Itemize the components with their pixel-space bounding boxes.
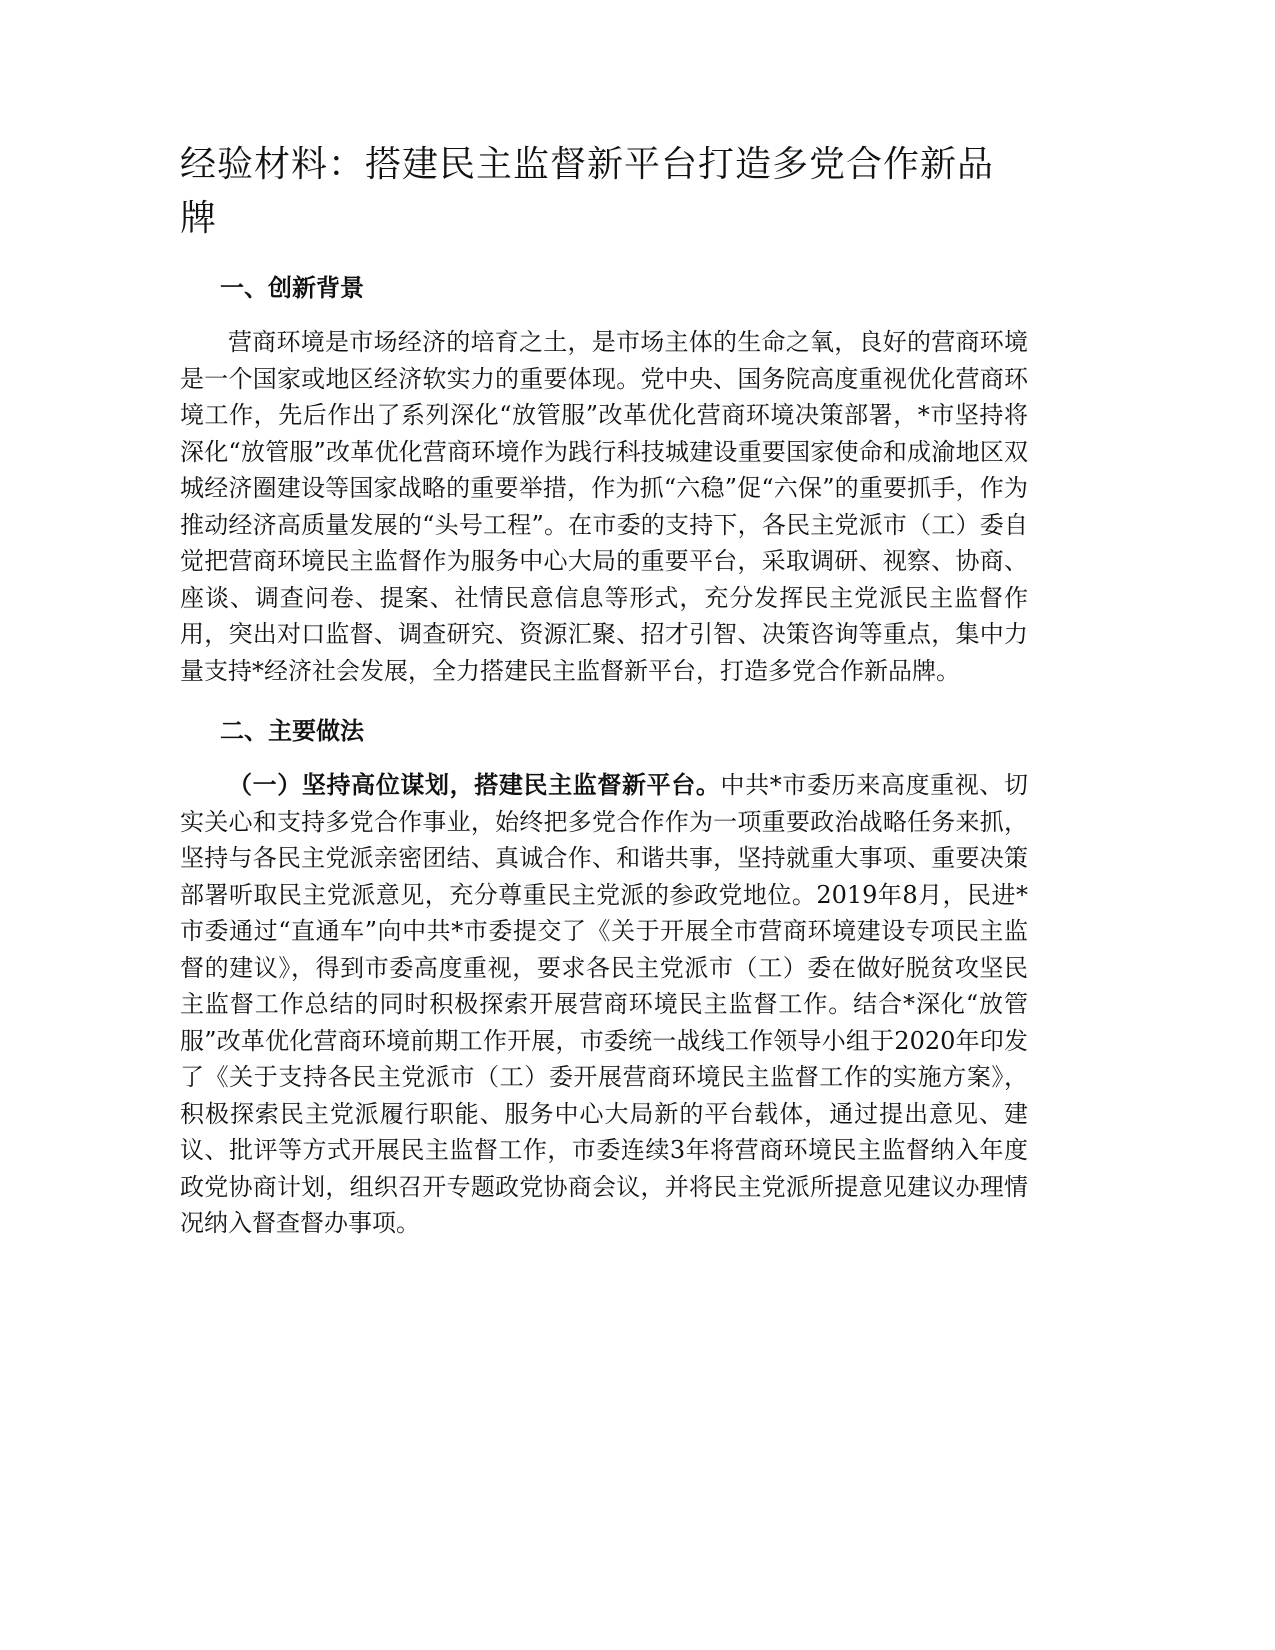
- body-paragraph: [180, 767, 1028, 1242]
- section-innovation-background: [180, 270, 1028, 689]
- section-main-practices: [180, 713, 1028, 1242]
- section-heading: 一、创新背景: [220, 274, 364, 302]
- section-heading: 二、主要做法: [220, 717, 364, 745]
- paragraph-lead: （一）坚持高位谋划，搭建民主监督新平台。: [228, 771, 721, 799]
- document-page: [180, 138, 1028, 1242]
- document-title: 经验材料：搭建民主监督新平台打造多党合作新品牌: [180, 144, 995, 239]
- body-paragraph: [180, 324, 1028, 689]
- paragraph-text: 营商环境是市场经济的培育之土，是市场主体的生命之氧，良好的营商环境是一个国家或地区经济软实力的重要体现。党中央、国务院高度重视优化营商环境工作，先后作出了系列深化“放管服”改革优化营商环境决策部署，*市坚持将深化“放管服”改革优化营商环境作为践行科技城建设重要国家使命和成渝地区双城经济圈建设等国家战略的重要举措，作为抓“六稳”促“六保”的重要抓手，作为推动经济高质量发展的“头号工程”。在市委的支持下，各民主党派市（工）委自觉把营商环境民主监督作为服务中心大局的重要平台，采取调研、视察、协商、座谈、调查问卷、提案、社情民意信息等形式，充分发挥民主党派民主监督作用，突出对口监督、调查研究、资源汇聚、招才引智、决策咨询等重点，集中力量支持*经济社会发展，全力搭建民主监督新平台，打造多党合作新品牌。: [180, 328, 1028, 685]
- paragraph-text: 中共*市委历来高度重视、切实关心和支持多党合作事业，始终把多党合作作为一项重要政治战略任务来抓，坚持与各民主党派亲密团结、真诚合作、和谐共事，坚持就重大事项、重要决策部署听取民主党派意见，充分尊重民主党派的参政党地位。2019年8月，民进*市委通过“直通车”向中共*市委提交了《关于开展全市营商环境建设专项民主监督的建议》，得到市委高度重视，要求各民主党派市（工）委在做好脱贫攻坚民主监督工作总结的同时积极探索开展营商环境民主监督工作。结合*深化“放管服”改革优化营商环境前期工作开展，市委统一战线工作领导小组于2020年印发了《关于支持各民主党派市（工）委开展营商环境民主监督工作的实施方案》，积极探索民主党派履行职能、服务中心大局新的平台载体，通过提出意见、建议、批评等方式开展民主监督工作，市委连续3年将营商环境民主监督纳入年度政党协商计划，组织召开专题政党协商会议，并将民主党派所提意见建议办理情况纳入督查督办事项。: [180, 771, 1028, 1237]
